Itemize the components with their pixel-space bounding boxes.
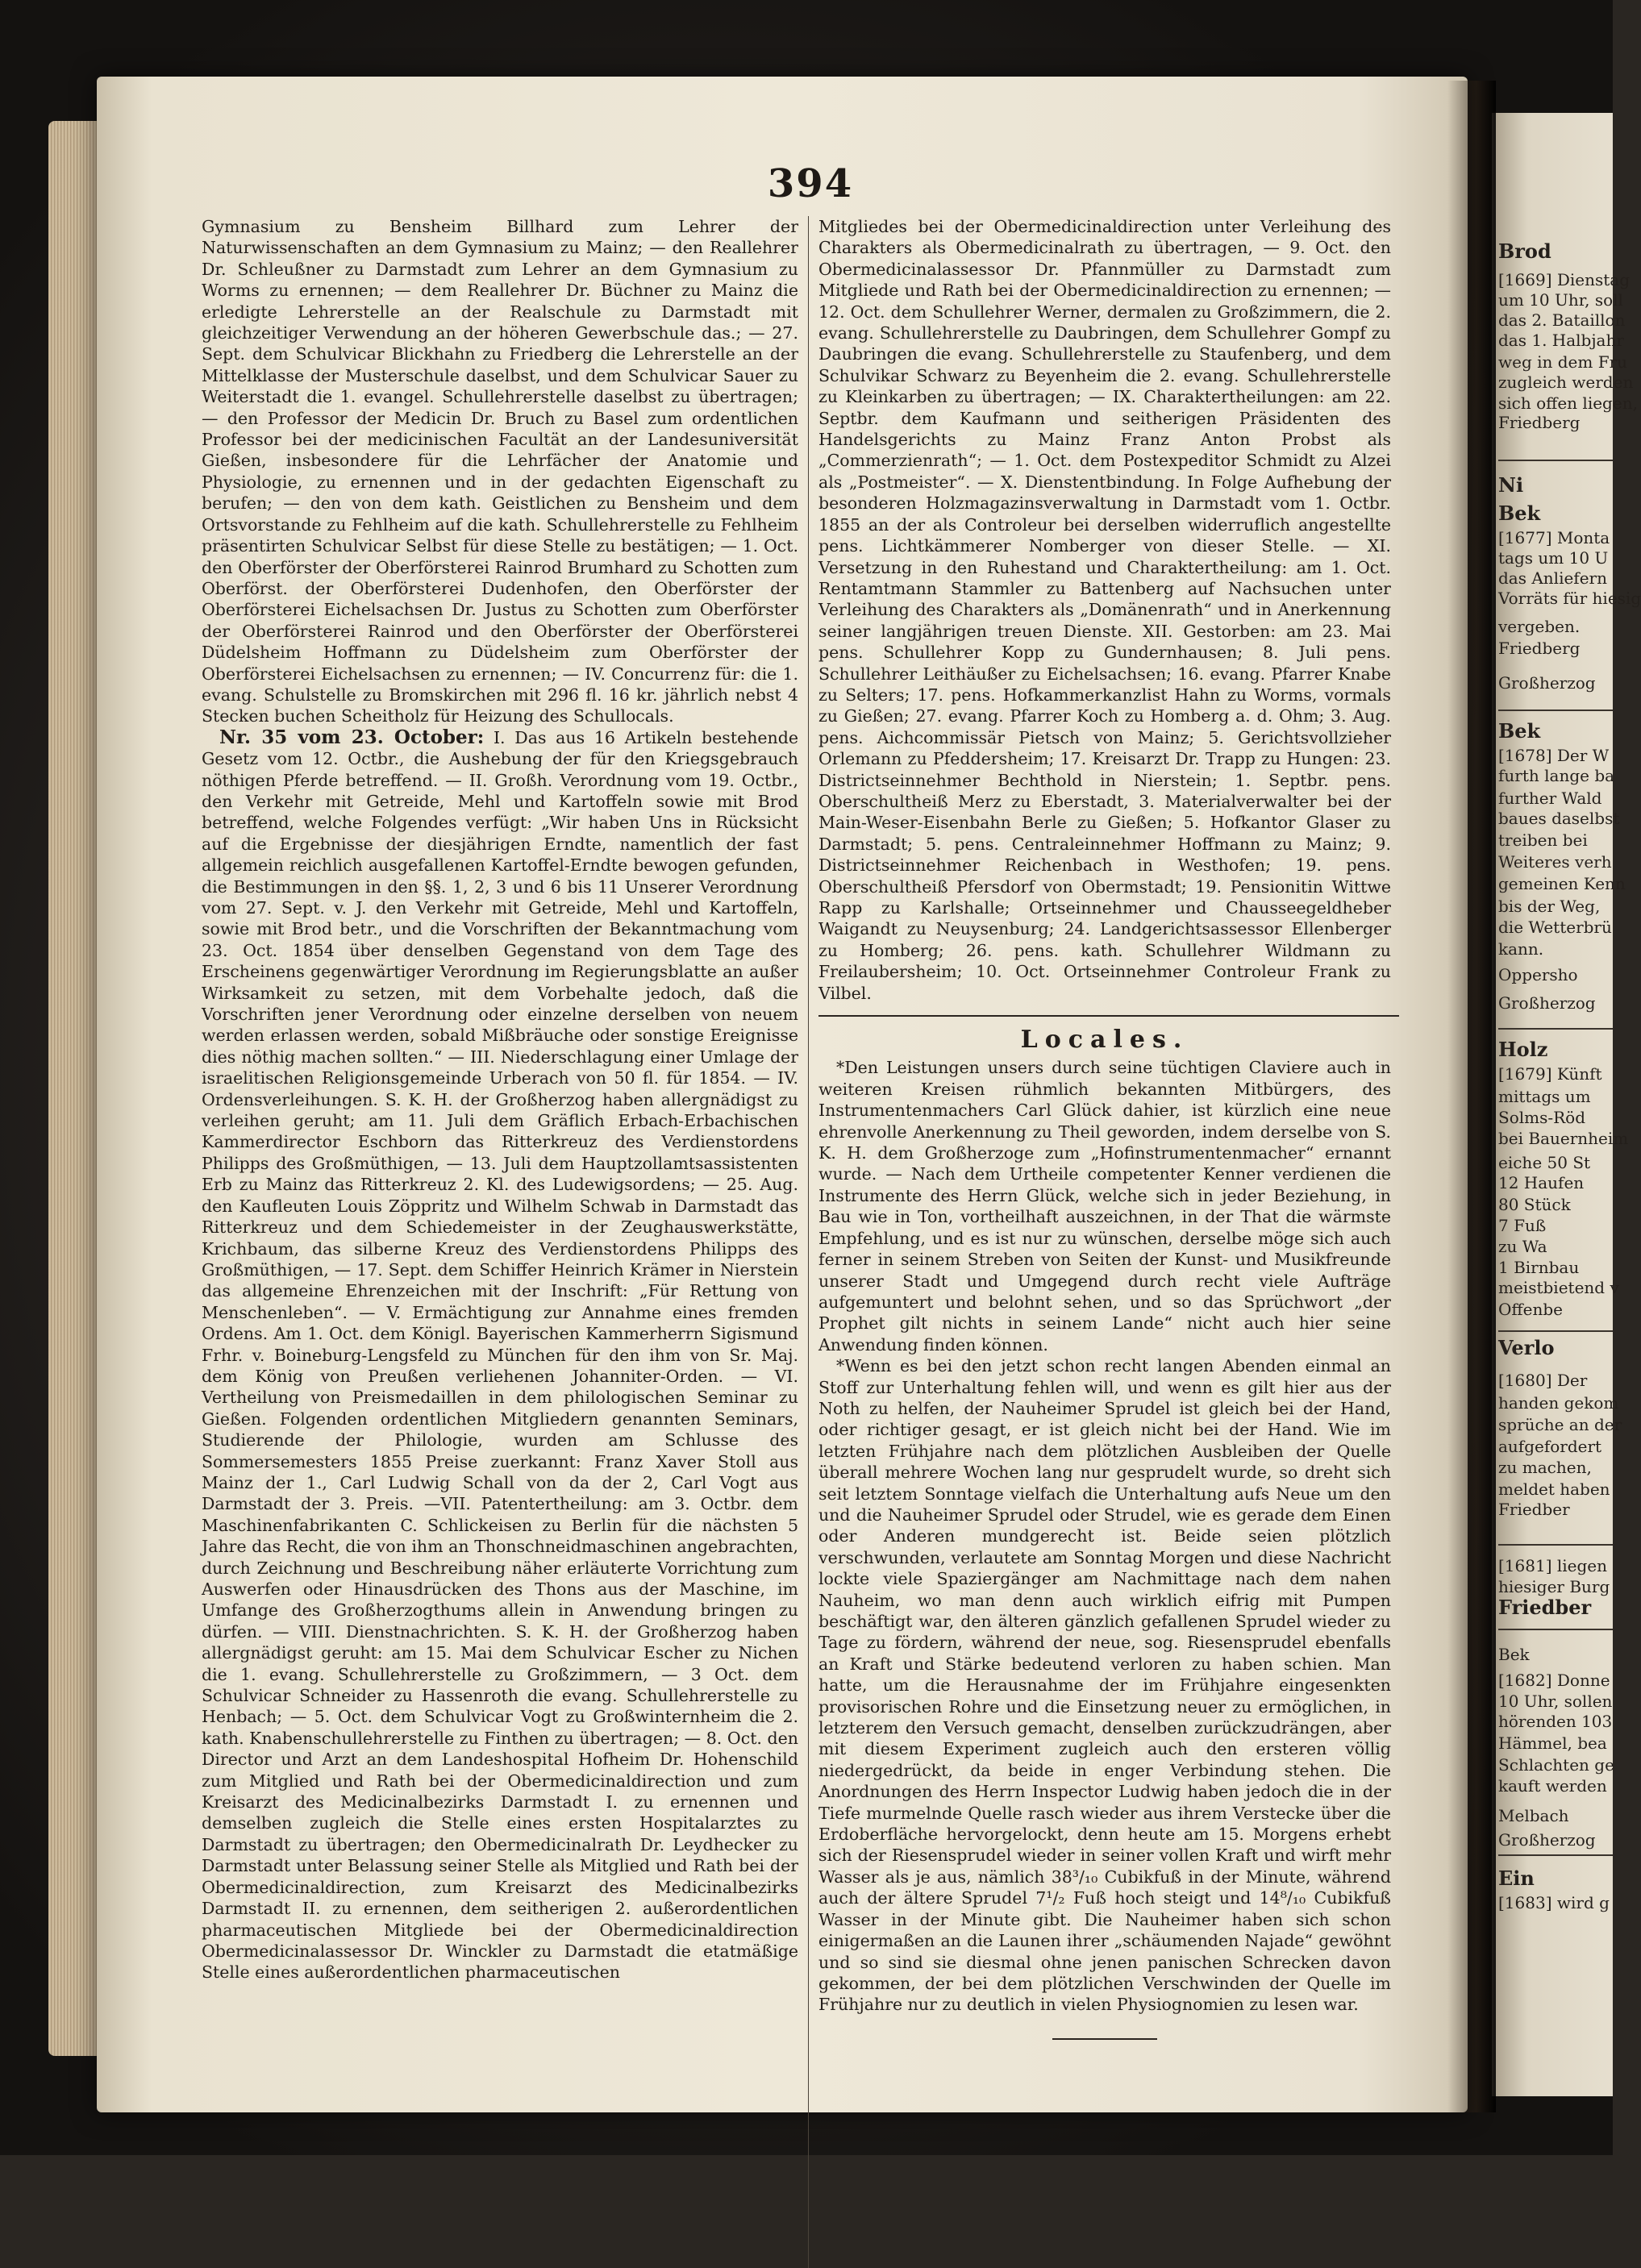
adjacent-fragment-40: zu Wa xyxy=(1498,1237,1547,1256)
adjacent-fragment-5: weg in dem Fru xyxy=(1498,352,1628,372)
adjacent-fragment-29: Oppersho xyxy=(1498,965,1578,984)
adjacent-fragment-2: um 10 Uhr, soll xyxy=(1498,290,1623,310)
adjacent-fragment-52: [1681] liegen xyxy=(1498,1556,1608,1575)
adjacent-fragment-48: aufgefordert xyxy=(1498,1437,1602,1456)
adjacent-fragment-25: gemeinen Kenn xyxy=(1498,874,1626,893)
adjacent-fragment-36: eiche 50 St xyxy=(1498,1153,1591,1172)
locales-article-2: *Wenn es bei den jetzt schon recht langen Abenden einmal an Stoff zur Unterhaltung fehlen will, und wenn es gilt hier aus der Noth zu helfen, der Nauheimer Sprudel ist gleich bei der Hand, oder richtiger gesagt, er ist gleich nicht bei der Hand. Wie im letzten Frühjahre nach dem plötzlichen Ausbleiben der Quelle überall mehrere Wochen lang nur gesprudelt wurde, so dreht sich seit letztem Sonntage vielfach die Unterhaltung aufs Neue um den und die Nauheimer Sprudel oder Strudel, wie es gerade dem Einen oder Anderen mundgerecht ist. Beide seien plötzlich verschwunden, verlautete am Sonntag Morgen und diese Nachricht lockte viele Spaziergänger am Nachmittage nach dem nahen Nauheim, wo man denn auch wirklich eifrig mit Pumpen beschäftigt war, den älteren gänzlich gefallenen Sprudel wieder zu Tage zu fördern, während der neue, sog. Riesensprudel ebenfalls an Kraft und Stärke bedeutend verloren zu haben schien. Man hatte, um die Herausnahme der im Frühjahre eingesenkten provisorischen Rohre und die Einsetzung neuer zu ermöglichen, in letzterem den Versuch gemacht, denselben zurückzudrängen, aber mit diesem Experiment zugleich auch den ersteren völlig niedergedrückt, da beide in enger Verbindung stehen. Die Anordnungen des Herrn Inspector Ludwig haben jedoch die in der Tiefe murmelnde Quelle rasch wieder aus ihrem Verstecke über die Erdoberfläche hervorgelockt, denn heute am 15. Morgens erhebt sich der Riesensprudel wieder in seiner vollen Kraft und wirft mehr Wasser als je aus, nämlich 38³/₁₀ Cubikfuß in der Minute, während auch der ältere Sprudel 7¹/₂ Fuß hoch steigt und 14⁸/₁₀ Cubikfuß Wasser in der Minute gibt. Die Nauheimer haben sich schon einigermaßen an die Launen ihrer „schäumenden Najade“ gewöhnt und so sind sie diesmal ohne jenen panischen Schrecken davon gekommen, der bei dem plötzlichen Verschwinden der Quelle im Frühjahre nur zu deutlich in vielen Physiognomien zu lesen war. xyxy=(818,1356,1391,2015)
adjacent-fragment-35: bei Bauernheim xyxy=(1498,1129,1629,1148)
adjacent-fragment-64: Ein xyxy=(1498,1866,1535,1890)
adjacent-fragment-54: Friedber xyxy=(1498,1596,1592,1619)
adjacent-fragment-39: 7 Fuß xyxy=(1498,1216,1547,1235)
locales-article-1: *Den Leistungen unsers durch seine tüchtigen Claviere auch in weiteren Kreisen rühmlich bekannten Mitbürgers, des Instrumentenmachers Carl Glück dahier, ist kürzlich eine neue ehrenvolle Anerkennung zu Theil geworden, indem derselbe von S. K. H. dem Großherzoge zum „Hofinstrumentenmacher“ ernannt wurde. — Nach dem Urtheile competenter Kenner verdienen die Instrumente des Herrn Glück, welche sich in jeder Beziehung, in Bau wie in Ton, vortheilhaft auszeichnen, in der That die wärmste Empfehlung, und es ist nur zu wünschen, derselbe möge sich auch ferner in seinem Streben von Seiten der Kunst- und Musikfreunde unserer Stadt und Umgegend durch recht viele Aufträge aufgemuntert und belohnt sehen, und so das Sprüchwort „der Prophet gilt nichts in seinem Lande“ nicht auch hier seine Anwendung finden können. xyxy=(818,1058,1391,1355)
adjacent-fragment-30: Großherzog xyxy=(1498,993,1596,1013)
adjacent-fragment-28: kann. xyxy=(1498,939,1544,959)
adjacent-fragment-24: Weiteres verh xyxy=(1498,852,1612,872)
left-column xyxy=(202,216,798,1983)
adjacent-fragment-65: [1683] wird g xyxy=(1498,1893,1610,1912)
adjacent-fragment-49: zu machen, xyxy=(1498,1458,1592,1477)
issue-paragraph xyxy=(202,727,798,1983)
adjacent-fragment-9: Ni xyxy=(1498,473,1524,497)
adjacent-fragment-19: [1678] Der W xyxy=(1498,746,1610,765)
adjacent-fragment-32: [1679] Künft xyxy=(1498,1064,1602,1084)
adjacent-fragment-33: mittags um xyxy=(1498,1087,1591,1106)
adjacent-fragment-13: das Anliefern xyxy=(1498,568,1607,588)
adjacent-fragment-44: Verlo xyxy=(1498,1336,1555,1359)
adjacent-fragment-63: Großherzog xyxy=(1498,1830,1596,1850)
section-rule xyxy=(818,1015,1399,1017)
adjacent-fragment-7: sich offen liegen, xyxy=(1498,393,1638,413)
issue-text: I. Das aus 16 Artikeln bestehende Gesetz vom 12. Octbr., die Aushebung der für den Kriegsgebrauch nöthigen Pferde betreffend. — II. Großh. Verordnung vom 19. Octbr., den Verkehr mit Getreide, Mehl und Kartoffeln sowie mit Brod betreffend, welche Folgendes verfügt: „Wir haben Uns in Rücksicht auf die Ergebnisse der diesjährigen Erndte, namentlich der fast allgemein reichlich ausgefallenen Kartoffel-Erndte bewogen gefunden, die Bestimmungen in den §§. 1, 2, 3 und 6 bis 11 Unserer Verordnung vom 27. Sept. v. J. den Verkehr mit Getreide, Mehl und Kartoffeln, sowie mit Brod betr., und die Vorschriften der Bekanntmachung vom 23. Oct. 1854 über denselben Gegenstand von dem Tage des Erscheinens gegenwärtiger Verordnung im Regierungsblatte an außer Wirksamkeit zu setzen, mit dem Vorbehalte jedoch, daß die Vorschriften jener Verordnung oder einzelne derselben von neuem werden erlassen werden, sobald Mißbräuche oder sonstige Ereignisse dies nöthig machen sollten.“ — III. Niederschlagung einer Umlage der israelitischen Religionsgemeinde Urberach von 50 fl. für 1854. — IV. Ordensverleihungen. S. K. H. der Großherzog haben allergnädigst zu verleihen geruht; am 11. Juli dem Gräflich Erbach-Erbachischen Kammerdirector Eschborn das Ritterkreuz des Verdienstordens Philipps des Großmüthigen, — 13. Juli dem Hauptzollamtsassistenten Erb zu Mainz das Ritterkreuz 2. Kl. des Ludewigsordens; — 25. Aug. den Kaufleuten Louis Zöppritz und Wilhelm Schwab in Darmstadt das Ritterkreuz und dem Schiedemeister in der Zeughauswerkstätte, Krichbaum, das silberne Kreuz des Verdienstordens Philipps des Großmüthigen, — 17. Sept. dem Schiffer Heinrich Krämer in Nierstein das allgemeine Ehrenzeichen mit der Inschrift: „Für Rettung von Menschenleben“. — V. Ermächtigung zur Annahme eines fremden Ordens. Am 1. Oct. dem Königl. Bayerischen Kammerherrn Sigismund Frhr. v. Boineburg-Lengsfeld zu München für den ihm von Sr. Maj. dem König von Preußen verliehenen Johanniter-Orden. — VI. Vertheilung von Preismedaillen in dem philologischen Seminar zu Gießen. Folgenden ordentlichen Mitgliedern genannten Seminars, Studierende der Philologie, wurden am Schlusse des Sommersemesters 1855 Preise zuerkannt: Franz Xaver Stoll aus Mainz der 1., Carl Ludwig Schall von da der 2, Carl Vogt aus Darmstadt der 3. Preis. —VII. Patentertheilung: am 3. Octbr. dem Maschinenfabrikanten C. Schlickeisen zu Berlin für die nächsten 5 Jahre das Recht, die von ihm an Thonschneidmaschinen angebrachten, durch Zeichnung und Beschreibung näher erläuterte Vorrichtung zum Auswerfen oder Hinausdrücken des Thons aus der Maschine, im Umfange des Großherzogthums allein in Anwendung bringen zu dürfen. — VIII. Dienstnachrichten. S. K. H. der Großherzog haben allergnädigst geruht: am 15. Mai dem Schulvicar Escher zu Nichen die 1. evang. Schullehrerstelle zu Großzimmern, — 3 Oct. dem Schulvicar Schneider zu Hassenroth die evang. Schullehrerstelle zu Henbach; — 5. Oct. dem Schulvicar Vogt zu Großwinternheim die 2. kath. Knabenschullehrerstelle zu Finthen zu übertragen; — 8. Oct. den Director und Arzt an dem Landeshospital Hofheim Dr. Hohenschild zum Mitglied und Rath bei der Obermedicinaldirection und zum Kreisarzt des Medicinalbezirks Darmstadt I. zu ernennen und demselben zugleich die Stelle eines ersten Hospitalarztes zu Darmstadt zu übertragen; den Obermedicinalrath Dr. Leydhecker zu Darmstadt unter Belassung seiner Stelle als Mitglied und Rath bei der Obermedicinaldirection, zum Kreisarzt des Medicinalbezirks Darmstadt II. zu ernennen, dem seitherigen 2. außerordentlichen pharmaceutischen Mitgliede bei der Obermedicinaldirection Obermedicinalassessor Dr. Winckler zu Darmstadt die etatmäßige Stelle eines außerordentlichen pharmaceutischen xyxy=(202,727,798,1983)
end-rule xyxy=(1052,2038,1157,2040)
adjacent-fragment-34: Solms-Röd xyxy=(1498,1108,1586,1127)
adjacent-fragment-18: Bek xyxy=(1498,719,1541,743)
adjacent-fragment-14: Vorräts für hiesig xyxy=(1498,589,1641,608)
adjacent-fragment-37: 12 Haufen xyxy=(1498,1173,1585,1192)
adjacent-fragment-22: baues daselbst xyxy=(1498,809,1620,828)
adjacent-fragment-62: Melbach xyxy=(1498,1806,1569,1825)
adjacent-fragment-27: die Wetterbrü xyxy=(1498,918,1612,937)
adjacent-rule-2 xyxy=(1498,1028,1613,1030)
adjacent-fragment-21: further Wald xyxy=(1498,789,1602,808)
adjacent-rule-4 xyxy=(1498,1544,1613,1546)
adjacent-fragment-11: [1677] Monta xyxy=(1498,528,1610,547)
adjacent-fragment-45: [1680] Der xyxy=(1498,1371,1588,1390)
adjacent-rule-6 xyxy=(1498,1854,1613,1856)
section-title: Locales. xyxy=(1020,1026,1189,1055)
adjacent-fragment-3: das 2. Bataillon xyxy=(1498,310,1626,330)
adjacent-fragment-53: hiesiger Burg xyxy=(1498,1577,1610,1596)
adjacent-fragment-43: Offenbe xyxy=(1498,1300,1563,1319)
adjacent-fragment-6: zugleich werden xyxy=(1498,372,1634,392)
adjacent-fragment-1: [1669] Dienstag xyxy=(1498,270,1631,289)
adjacent-rule-0 xyxy=(1498,460,1613,461)
adjacent-fragment-47: sprüche an der xyxy=(1498,1415,1622,1434)
adjacent-fragment-23: treiben bei xyxy=(1498,830,1588,850)
adjacent-fragment-59: Hämmel, bea xyxy=(1498,1733,1607,1753)
adjacent-fragment-57: 10 Uhr, sollen xyxy=(1498,1692,1613,1711)
adjacent-fragment-20: furth lange ba xyxy=(1498,766,1615,785)
adjacent-fragment-61: kauft werden xyxy=(1498,1776,1607,1796)
adjacent-fragment-55: Bek xyxy=(1498,1645,1530,1664)
adjacent-fragment-60: Schlachten ge xyxy=(1498,1755,1614,1775)
adjacent-rule-1 xyxy=(1498,710,1613,711)
issue-heading: Nr. 35 vom 23. October: xyxy=(219,726,485,748)
adjacent-fragment-38: 80 Stück xyxy=(1498,1195,1571,1214)
adjacent-fragment-12: tags um 10 U xyxy=(1498,548,1609,568)
adjacent-fragment-50: meldet haben xyxy=(1498,1479,1610,1499)
adjacent-fragment-46: handen gekom xyxy=(1498,1393,1619,1413)
adjacent-fragment-31: Holz xyxy=(1498,1038,1548,1061)
adjacent-fragment-0: Brod xyxy=(1498,239,1551,263)
column-divider xyxy=(808,216,809,2268)
adjacent-fragment-41: 1 Birnbau xyxy=(1498,1258,1580,1277)
adjacent-fragment-10: Bek xyxy=(1498,501,1541,525)
adjacent-fragment-16: Friedberg xyxy=(1498,639,1581,658)
adjacent-rule-5 xyxy=(1498,1629,1613,1630)
adjacent-fragment-17: Großherzog xyxy=(1498,673,1596,693)
adjacent-fragment-8: Friedberg xyxy=(1498,413,1581,432)
adjacent-fragment-26: bis der Weg, xyxy=(1498,897,1601,916)
adjacent-fragment-4: das 1. Halbjahr xyxy=(1498,331,1624,350)
adjacent-fragment-56: [1682] Donne xyxy=(1498,1671,1610,1690)
left-paragraph-1: Gymnasium zu Bensheim Billhard zum Lehrer der Naturwissenschaften an dem Gymnasium zu Mainz; — den Reallehrer Dr. Schleußner zu Darmstadt zum Lehrer an dem Gymnasium zu Worms zu ernennen; — dem Reallehrer Dr. Büchner zu Mainz die erledigte Lehrerstelle an der Realschule zu Darmstadt mit gleichzeitiger Verwendung an der höheren Gewerbschule das.; — 27. Sept. dem Schulvicar Blickhahn zu Friedberg die Lehrerstelle an der Mittelklasse der Musterschule daselbst, und dem Schulvicar Sauer zu Weiterstadt die 1. evangel. Schullehrerstelle daselbst zu übertragen; — den Professor der Medicin Dr. Bruch zu Basel zum ordentlichen Professor bei der medicinischen Facultät an der Landesuniversität Gießen, insbesondere für die Lehrfächer der Anatomie und Physiologie, zu ernennen und in der gedachten Eigenschaft zu berufen; — den von dem kath. Geistlichen zu Bensheim und dem Ortsvorstande zu Fehlheim auf die kath. Schullehrerstelle zu Fehlheim präsentirten Schulvicar Selbst für diese Stelle zu bestätigen; — 1. Oct. den Oberförster der Oberförsterei Rainrod Brumhard zu Schotten zum Oberförst. der Oberförsterei Dudenhofen, den Oberförster der Oberförsterei Eichelsachsen Dr. Justus zu Schotten zum Oberförster der Oberförsterei Rainrod und den Oberförster der Oberförsterei Düdelsheim Hoffmann zu Düdelsheim zum Oberförster der Oberförsterei Eichelsachsen zu ernennen; — IV. Concurrenz für: die 1. evang. Schulstelle zu Bromskirchen mit 296 fl. 16 kr. jährlich nebst 4 Stecken buchen Scheitholz für Heizung des Schullocals. xyxy=(202,217,798,726)
right-column xyxy=(818,216,1391,2040)
adjacent-fragment-15: vergeben. xyxy=(1498,617,1581,636)
right-continuation-paragraph: Mitgliedes bei der Obermedicinaldirection unter Verleihung des Charakters als Obermedicinalrath zu übertragen, — 9. Oct. den Obermedicinalassessor Dr. Pfannmüller zu Darmstadt zum Mitgliede und Rath bei der Obermedicinaldirection zu ernennen; — 12. Oct. dem Schullehrer Werner, dermalen zu Großzimmern, die 2. evang. Schullehrerstelle zu Daubringen, dem Schullehrer Gompf zu Daubringen die evang. Schullehrerstelle zu Staufenberg, und dem Schulvikar Schwarz zu Beyenheim die 2. evang. Schullehrerstelle zu Kleinkarben zu übertragen; — IX. Charaktertheilungen: am 22. Septbr. dem Kaufmann und seitherigen Präsidenten des Handelsgerichts zu Mainz Franz Anton Probst als „Commerzienrath“; — 1. Oct. dem Postexpeditor Schmidt zu Alzei als „Postmeister“. — X. Dienstentbindung. In Folge Aufhebung der besonderen Holzmagazinsverwaltung in Darmstadt vom 1. Octbr. 1855 an der als Controleur bei derselben widerruflich angestellte pens. Lichtkämmerer Nomberger von dieser Stelle. — XI. Versetzung in den Ruhestand und Charaktertheilung: am 1. Oct. Rentamtmann Stammler zu Battenberg auf Nachsuchen unter Verleihung des Charakters als „Domänenrath“ und in Anerkennung seiner langjährigen treuen Dienste. XII. Gestorben: am 23. Mai pens. Schullehrer Kopp zu Gundernhausen; 8. Juli pens. Schullehrer Leithäußer zu Eichelsachsen; 16. evang. Pfarrer Knabe zu Selters; 17. pens. Hofkammerkanzlist Hahn zu Worms, vormals zu Gießen; 27. evang. Pfarrer Koch zu Homberg a. d. Ohm; 3. Aug. pens. Aichcommissär Pietsch von Mainz; 5. Gerichtsvollzieher Orlemann zu Pfeddersheim; 17. Kreisarzt Dr. Trapp zu Hungen: 23. Districtseinnehmer Bechthold in Nierstein; 1. Septbr. pens. Oberschultheiß Merz zu Eberstadt, 3. Materialverwalter bei der Main-Weser-Eisenbahn Berle zu Gießen; 5. Hofkantor Glaser zu Darmstadt; 5. pens. Centraleinnehmer Hoffmann zu Mainz; 9. Districtseinnehmer Reichenbach in Westhofen; 19. pens. Oberschultheiß Pfersdorf von Obermstadt; 19. Pensionitin Wittwe Rapp zu Karlshalle; Ortseinnehmer und Chausseegeldheber Waigandt zu Neuysenburg; 24. Landgerichtsassessor Ellenberger zu Homberg; 26. pens. kath. Schullehrer Wildmann zu Freilaubersheim; 10. Oct. Ortseinnehmer Controleur Frank zu Vilbel. xyxy=(818,217,1391,1003)
book-gutter xyxy=(1447,81,1496,2112)
page-number: 394 xyxy=(767,161,854,206)
adjacent-fragment-42: meistbietend v xyxy=(1498,1278,1619,1297)
adjacent-fragment-58: hörenden 103 xyxy=(1498,1712,1613,1731)
adjacent-rule-3 xyxy=(1498,1330,1613,1332)
adjacent-fragment-51: Friedber xyxy=(1498,1500,1570,1519)
